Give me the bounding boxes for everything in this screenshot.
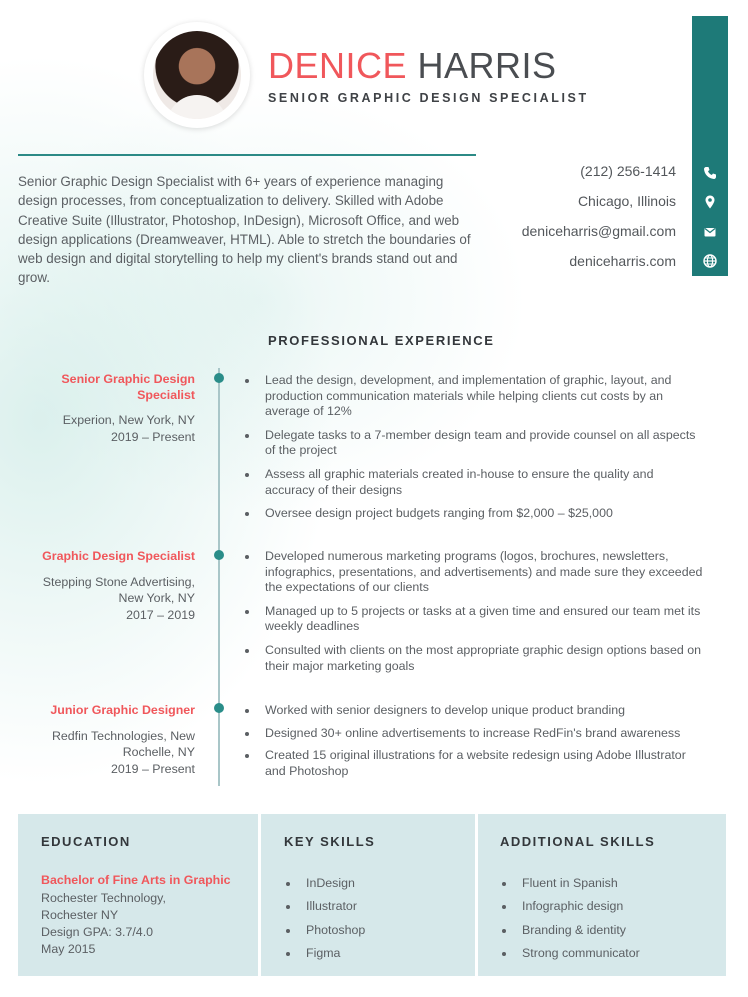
timeline-dot <box>214 703 224 713</box>
job-title: Junior Graphic Designer <box>50 703 195 717</box>
job-company: Redfin Technologies, New Rochelle, NY <box>51 728 195 759</box>
timeline-dot <box>214 550 224 560</box>
experience-heading: PROFESSIONAL EXPERIENCE <box>268 333 495 348</box>
job-bullets <box>244 549 706 674</box>
contact-phone[interactable]: (212) 256-1414 <box>580 163 676 179</box>
job-bullet: Delegate tasks to a 7-member design team and provide counsel on all aspects of the project <box>244 428 706 459</box>
email-icon <box>702 224 718 240</box>
additional-skills-column <box>478 814 726 976</box>
contact-website[interactable]: deniceharris.com <box>569 253 676 269</box>
job-dates: 2019 – Present <box>110 429 195 444</box>
job-bullet: Consulted with clients on the most appropriate graphic design options based on their major marketing goals <box>244 643 706 674</box>
job-title-heading: SENIOR GRAPHIC DESIGN SPECIALIST <box>268 91 589 105</box>
candidate-name <box>268 46 557 86</box>
profile-photo-frame <box>144 22 250 128</box>
job-entry <box>15 703 195 777</box>
phone-icon <box>702 165 718 181</box>
job-bullet: Lead the design, development, and implementation of graphic, layout, and production communication materials while helping clients cut costs by an average of 12% <box>244 373 706 420</box>
last-name: HARRIS <box>417 45 557 86</box>
job-entry <box>15 549 195 623</box>
job-bullet: Oversee design project budgets ranging from $2,000 – $25,000 <box>244 506 706 522</box>
education-date: May 2015 <box>41 942 96 956</box>
contact-icon-bar <box>692 16 728 276</box>
contact-email[interactable]: deniceharris@gmail.com <box>521 223 676 239</box>
job-title: Graphic Design Specialist <box>42 549 195 563</box>
job-dates: 2017 – 2019 <box>126 607 195 622</box>
skill-item: Photoshop <box>284 919 365 942</box>
skill-item: Figma <box>284 942 365 965</box>
additional-skills-heading: ADDITIONAL SKILLS <box>500 834 656 849</box>
job-title: Senior Graphic Design Specialist <box>61 372 195 402</box>
job-bullet: Developed numerous marketing programs (logos, brochures, newsletters, infographics, presentations, and advertisements) and made sure they exceeded the expectations of our clients <box>244 549 706 596</box>
profile-photo <box>153 31 241 119</box>
education-city: Rochester NY <box>41 908 119 922</box>
education-gpa: Design GPA: 3.7/4.0 <box>41 925 154 939</box>
skill-item: Fluent in Spanish <box>500 872 640 895</box>
contact-location: Chicago, Illinois <box>577 193 676 209</box>
experience-timeline <box>218 368 220 786</box>
header-divider <box>18 154 476 156</box>
job-bullet: Created 15 original illustrations for a website redesign using Adobe Illustrator and Photoshop <box>244 748 706 779</box>
education-school: Rochester Technology, <box>41 891 166 905</box>
timeline-dot <box>214 373 224 383</box>
education-column <box>18 814 258 976</box>
education-degree: Bachelor of Fine Arts in Graphic <box>41 873 231 887</box>
skill-item: Strong communicator <box>500 942 640 965</box>
skill-item: InDesign <box>284 872 365 895</box>
job-bullet: Assess all graphic materials created in-house to ensure the quality and accuracy of their designs <box>244 467 706 498</box>
skill-item: Infographic design <box>500 895 640 918</box>
job-bullet: Designed 30+ online advertisements to increase RedFin's brand awareness <box>244 726 706 742</box>
location-pin-icon <box>702 194 718 210</box>
profile-photo-shirt <box>167 95 227 119</box>
job-company: Stepping Stone Advertising, New York, NY <box>42 574 195 605</box>
key-skills-heading: KEY SKILLS <box>284 834 376 849</box>
job-bullet: Managed up to 5 projects or tasks at a given time and ensured our team met its weekly deadlines <box>244 604 706 635</box>
job-bullet: Worked with senior designers to develop unique product branding <box>244 703 706 719</box>
key-skills-list <box>284 872 365 965</box>
job-bullets <box>244 373 706 522</box>
education-heading: EDUCATION <box>41 834 131 849</box>
professional-summary: Senior Graphic Design Specialist with 6+ years of experience managing design processes, from conceptualization to delivery. Skilled with Adobe Creative Suite (Illustrator, Photoshop, InDesign), Microsoft Office, and web design applications (Dreamweaver, HTML). Able to stretch the boundaries of web design and digital storytelling to help my client's brands stand out and grow. <box>18 174 471 286</box>
job-company: Experion, New York, NY <box>62 413 195 427</box>
job-entry <box>15 372 195 445</box>
globe-icon <box>702 253 718 269</box>
first-name: DENICE <box>268 45 408 86</box>
skills-education-band <box>18 814 726 976</box>
additional-skills-list <box>500 872 640 965</box>
job-bullets <box>244 703 706 779</box>
job-dates: 2019 – Present <box>110 761 195 776</box>
skill-item: Illustrator <box>284 895 365 918</box>
skill-item: Branding & identity <box>500 919 640 942</box>
key-skills-column <box>261 814 475 976</box>
